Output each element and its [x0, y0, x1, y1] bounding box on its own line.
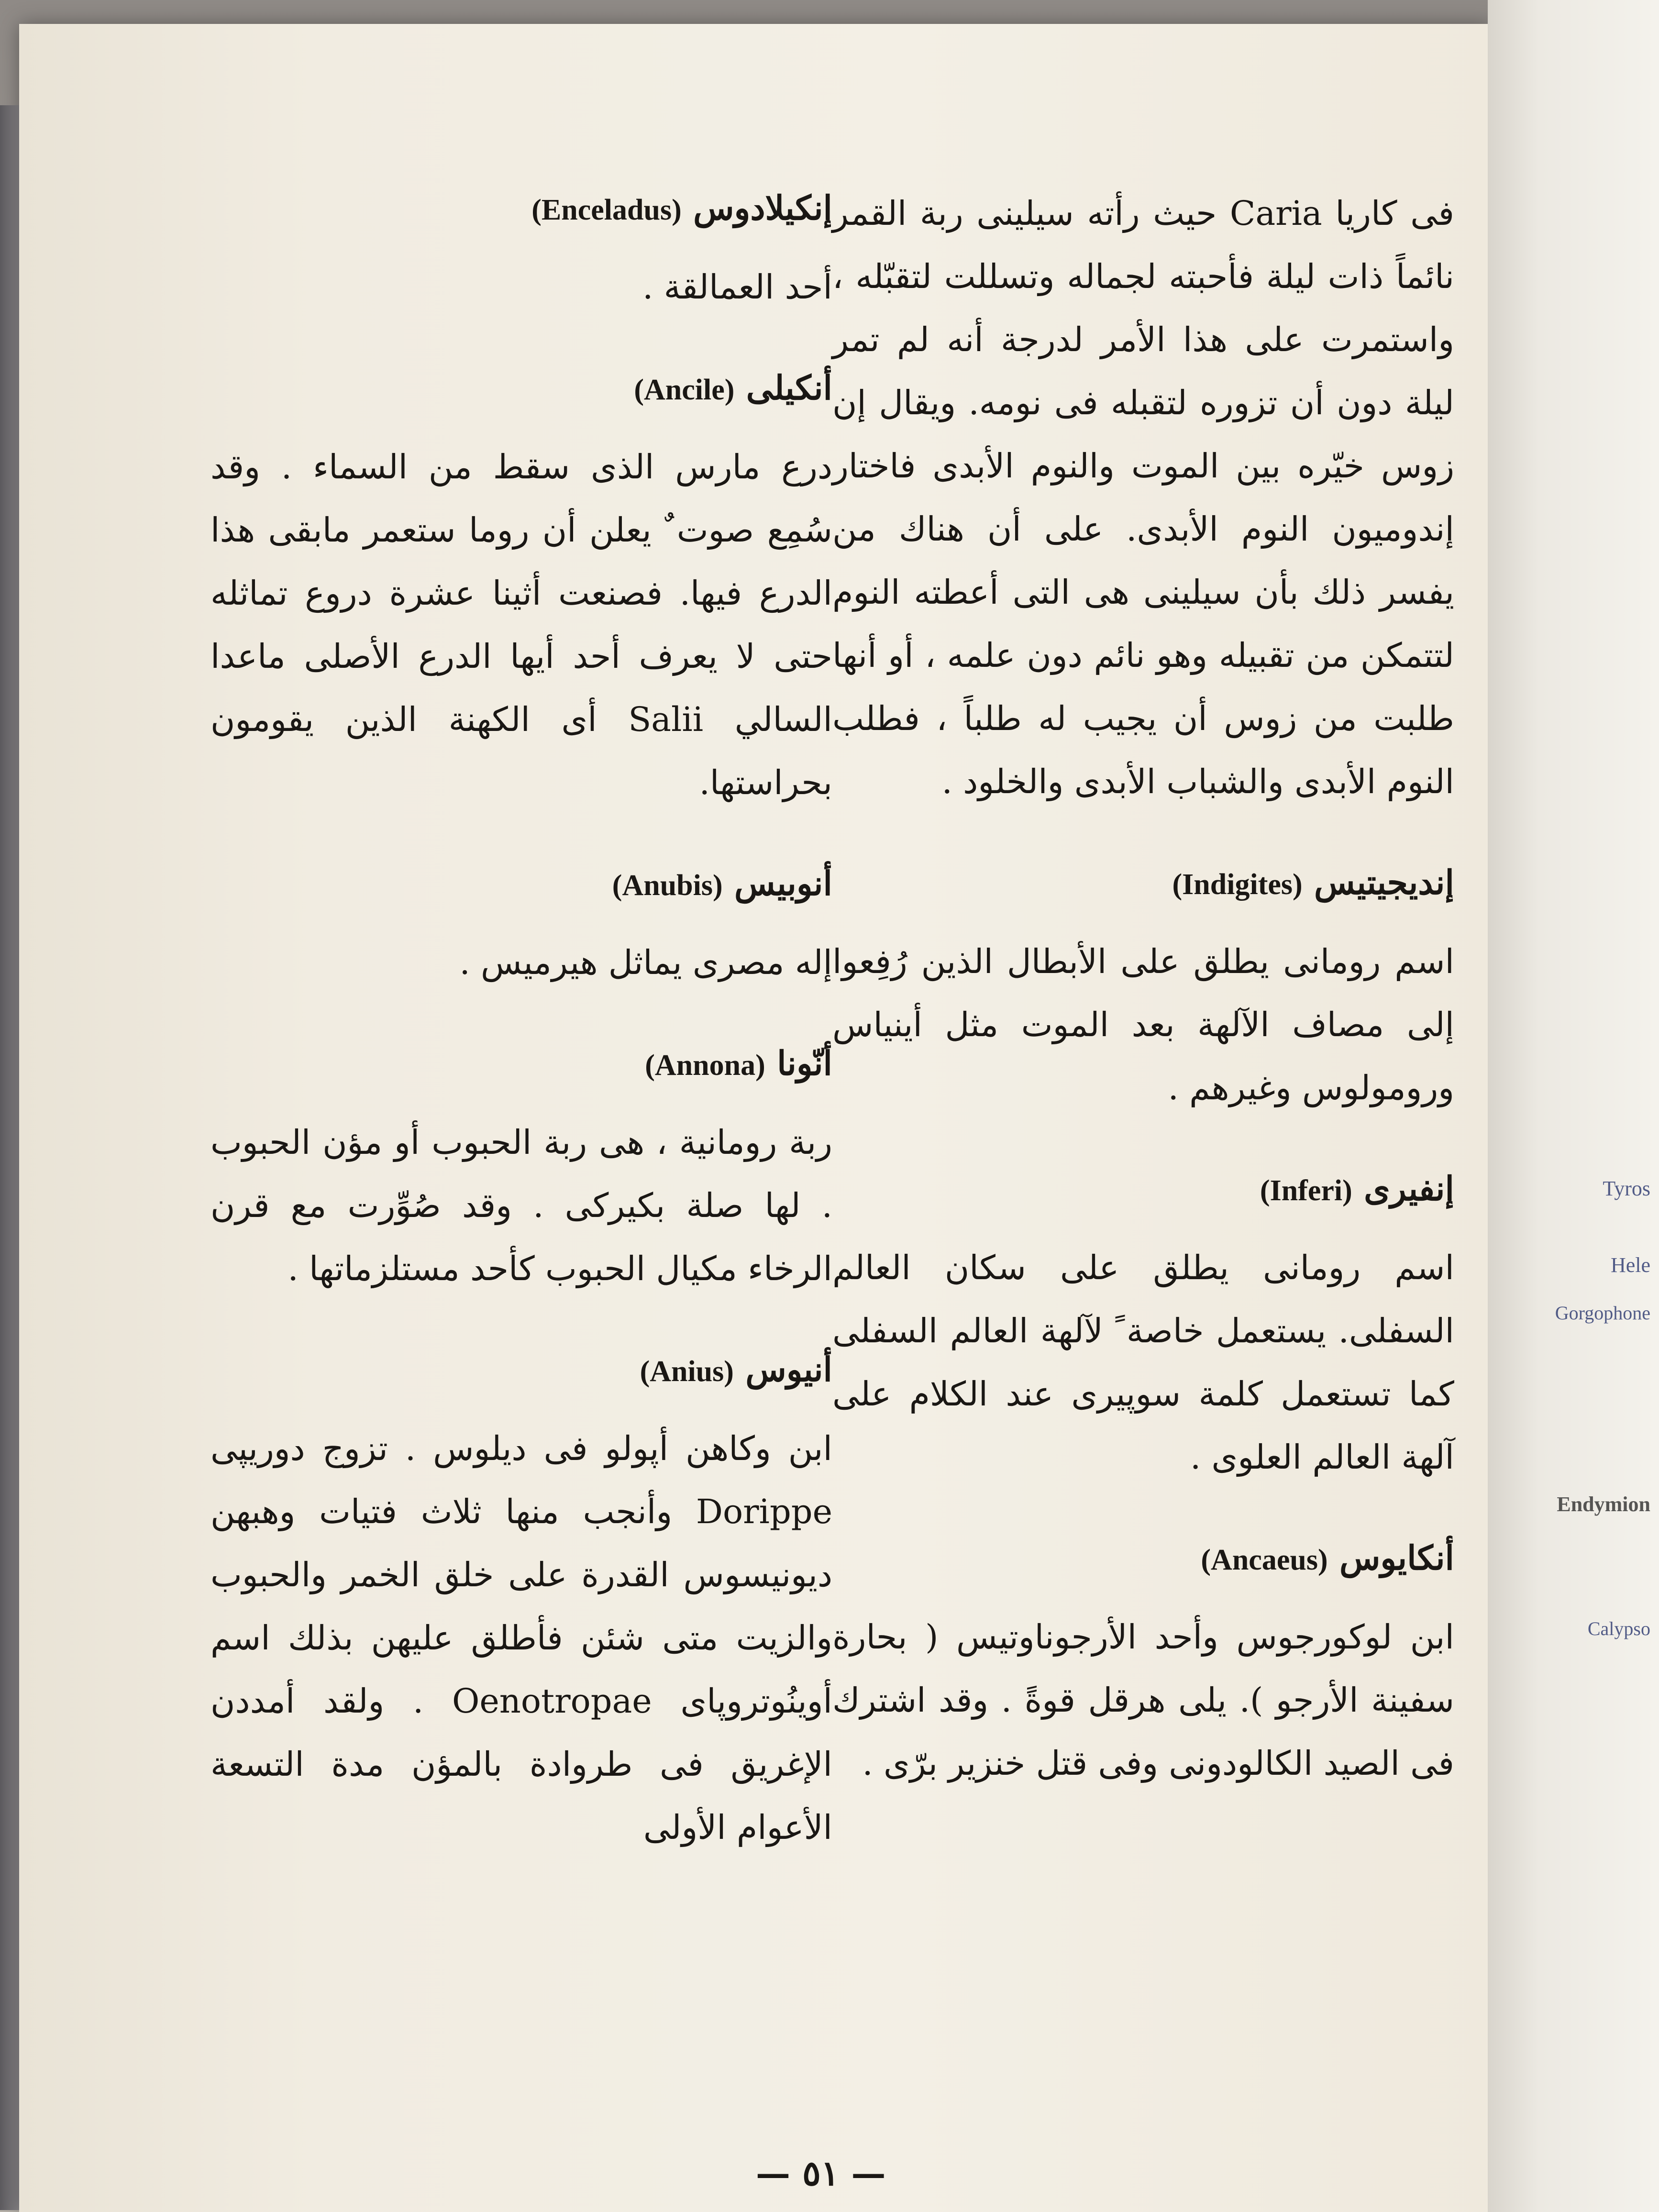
entry-text: إله مصرى يماثل هيرميس . [459, 943, 832, 982]
entry-heading [210, 1037, 832, 1092]
heading-arabic: إنفيرى [1364, 1169, 1454, 1208]
heading-arabic: إنكيلادوس [693, 188, 832, 228]
entry-heading [832, 1162, 1454, 1217]
adjacent-page-note: Tyros [1603, 1177, 1650, 1200]
entry-heading [210, 182, 832, 236]
adjacent-page [1488, 0, 1659, 2212]
book-spine-shadow [0, 105, 19, 2210]
entry-body [832, 1605, 1454, 1795]
entry-annona [210, 1037, 832, 1300]
entry-body [210, 435, 832, 814]
heading-arabic: أنوبيس [734, 863, 832, 903]
entry-text: أحد العمالقة . [642, 267, 832, 307]
entry-text: فى كاريا Caria حيث رأته سيلينى ربة القمر نائماً ذات ليلة فأحبته لجماله وتسللت لتقبّله ، واستمرت على هذا الأمر لدرجة أنه لم تمر ليلة دون أن تزوره لتقبله فى نومه. ويقال إن زوس خيّره بين الموت والنوم الأبدى فاختار إندوميون النوم الأبدى. على أن هناك من يفسر ذلك بأن سيلينى هى التى أعطته النوم لتتمكن من تقبيله وهو نائم دون علمه ، أو أنها طلبت من زوس أن يجيب له طلباً ، فطلب النوم الأبدى والشباب الأبدى والخلود . [832, 194, 1454, 801]
entry-ancaeus [832, 1532, 1454, 1795]
entry-body [832, 930, 1454, 1119]
entry-text: اسم رومانى يطلق على الأبطال الذين رُفِعوا إلى مصاف الآلهة بعد الموت مثل أينياس ورومولوس وغيرهم . [832, 942, 1454, 1107]
entry-heading [210, 1343, 832, 1398]
heading-arabic: أنكيلى [746, 368, 832, 408]
entry-body [210, 1417, 832, 1859]
adjacent-page-note: Endymion [1557, 1493, 1650, 1516]
entry-body [832, 1236, 1454, 1489]
book-page [19, 24, 1493, 2212]
entry-heading [832, 856, 1454, 911]
entry-ancile [210, 362, 832, 814]
entry-inferi [832, 1162, 1454, 1489]
entry-heading [832, 1532, 1454, 1586]
heading-latin: (Anius) [640, 1355, 734, 1388]
heading-latin: (Indigites) [1172, 868, 1303, 901]
entry-enceladus [210, 182, 832, 319]
heading-latin: (Ancile) [634, 374, 735, 406]
entry-body [210, 255, 832, 319]
heading-latin: (Anubis) [612, 869, 723, 902]
heading-latin: (Annona) [645, 1049, 765, 1082]
entry-text: ابن وكاهن أپولو فى ديلوس . تزوج دوريپى Dorippe وأنجب منها ثلاث فتيات وهبهن ديونيسوس القدرة على خلق الخمر والحبوب والزيت متى شئن فأطلق عليهن بذلك اسم أوينُوتروپاى Oenotropae . ولقد أمددن الإغريق فى طروادة بالمؤن مدة التسعة الأعوام الأولى [210, 1429, 832, 1847]
heading-latin: (Ancaeus) [1201, 1544, 1328, 1576]
heading-latin: (Enceladus) [531, 194, 682, 226]
entry-body [210, 1111, 832, 1300]
heading-arabic: أنكايوس [1339, 1538, 1454, 1578]
entry-anius [210, 1343, 832, 1859]
left-column [210, 182, 832, 1902]
heading-arabic: أنيوس [745, 1349, 832, 1389]
page-number: — ٥١ — [756, 2153, 886, 2193]
adjacent-page-note: Calypso [1587, 1618, 1650, 1639]
adjacent-page-note: Hele [1610, 1253, 1650, 1277]
entry-continued [832, 182, 1454, 813]
entry-heading [210, 857, 832, 912]
entry-text: ابن لوكورجوس وأحد الأرجوناوتيس ( بحارة سفينة الأرجو ). يلى هرقل قوةً . وقد اشترك فى الصيد الكالودونى وفى قتل خنزير برّى . [832, 1617, 1454, 1783]
entry-body [210, 931, 832, 994]
entry-body [832, 182, 1454, 813]
entry-text: ربة رومانية ، هى ربة الحبوب أو مؤن الحبوب . لها صلة بكيركى . وقد صُوِّرت مع قرن الرخاء مكيال الحبوب كأحد مستلزماتها . [210, 1123, 832, 1288]
heading-arabic: إنديجيتيس [1314, 863, 1454, 902]
entry-text: اسم رومانى يطلق على سكان العالم السفلى. يستعمل خاصة ً لآلهة العالم السفلى كما تستعمل كلمة سوپيرى عند الكلام على آلهة العالم العلوى . [832, 1248, 1454, 1477]
entry-anubis [210, 857, 832, 994]
heading-latin: (Inferi) [1260, 1174, 1352, 1207]
entry-heading [210, 362, 832, 416]
entry-indigites [832, 856, 1454, 1119]
entry-text: درع مارس الذى سقط من السماء . وقد سُمِع صوت ٌ يعلن أن روما ستعمر مابقى هذا الدرع فيها. فصنعت أثينا عشرة دروع تماثله حتى لا يعرف أحد أيها الدرع الأصلى ماعدا السالي Salii أى الكهنة الذين يقومون بحراستها. [210, 447, 832, 802]
heading-arabic: أنّونا [777, 1043, 832, 1083]
adjacent-page-note: Gorgophone [1555, 1302, 1650, 1324]
right-column [832, 182, 1454, 1838]
